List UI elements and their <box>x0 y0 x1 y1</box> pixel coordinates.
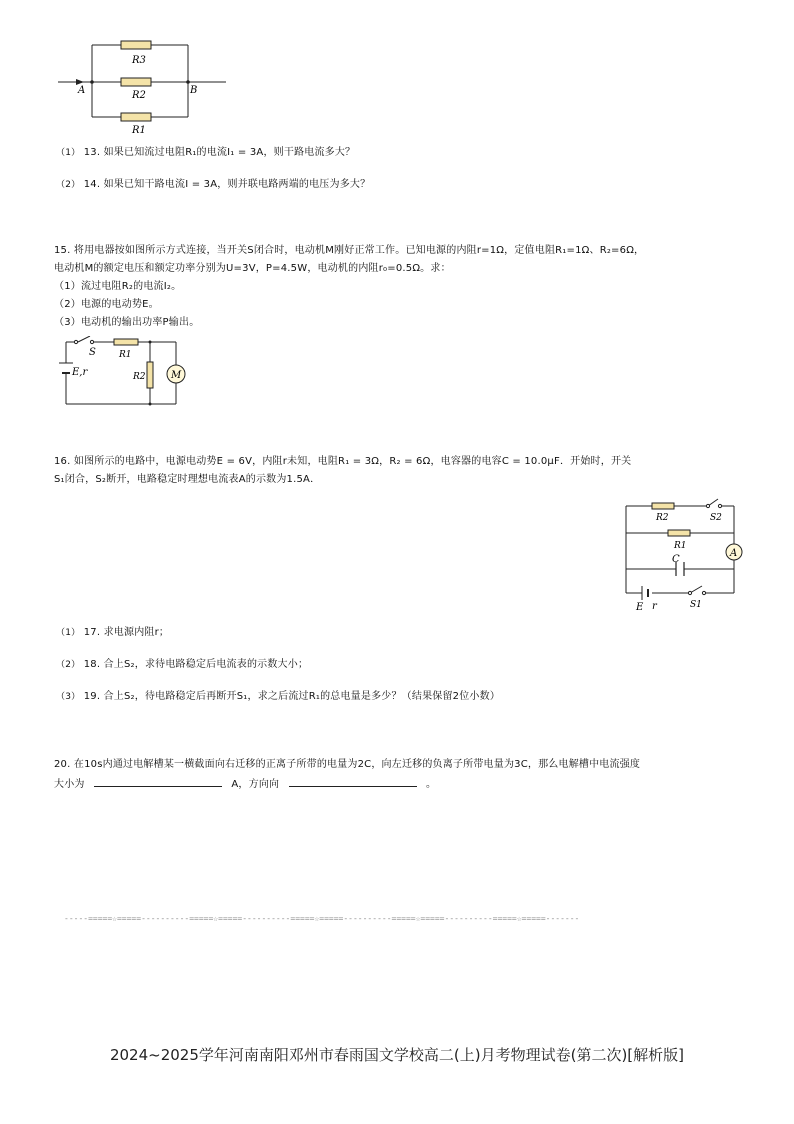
text-segment: A，方向向 <box>231 779 280 790</box>
question-20-line-1: 20. 在10s内通过电解槽某一横截面向右迁移的正离子所带的电量为2C，向左迁移的负离子所带电量为3C，那么电解槽中电流强度 <box>54 759 641 770</box>
label-r3: R3 <box>132 55 146 66</box>
question-text: 14. 如果已知干路电流I = 3A，则并联电路两端的电压为多大？ <box>83 179 371 190</box>
resistor-r2 <box>121 78 151 86</box>
resistor-r2 <box>652 503 674 509</box>
sub-number: （2） <box>56 180 81 190</box>
question-15-line-1: 15. 将用电器按如图所示方式连接，当开关S闭合时，电动机M刚好正常工作。已知电源的内阻r=1Ω，定值电阻R₁=1Ω、R₂=6Ω， <box>54 245 645 256</box>
label-r2: R2 <box>133 372 146 382</box>
question-15-line-2: 电动机M的额定电压和额定功率分别为U=3V，P=4.5W，电动机的内阻r₀=0.5Ω。求： <box>54 263 451 274</box>
question-20-line-2 <box>54 776 436 792</box>
sub-number: （3） <box>56 692 81 702</box>
question-17 <box>56 626 169 640</box>
resistor-r3 <box>121 41 151 49</box>
label-c: C <box>672 554 680 565</box>
question-15-part-3: （3）电动机的输出功率P输出。 <box>54 317 200 328</box>
label-r2: R2 <box>656 513 669 523</box>
label-er: E,r <box>72 367 88 378</box>
question-13 <box>56 146 355 160</box>
resistor-r1 <box>668 530 690 536</box>
motor-circuit-figure <box>56 336 186 408</box>
label-r1: R1 <box>119 350 132 360</box>
answer-blank-magnitude[interactable] <box>94 776 222 787</box>
label-a: A <box>78 85 86 96</box>
label-r: r <box>652 601 657 612</box>
question-18 <box>56 658 308 672</box>
parallel-circuit-figure <box>54 32 234 140</box>
question-19 <box>56 690 500 704</box>
question-text: 13. 如果已知流过电阻R₁的电流I₁ = 3A，则干路电流多大？ <box>83 147 356 158</box>
label-r1: R1 <box>674 541 687 551</box>
question-16-line-1: 16. 如图所示的电路中，电源电动势E = 6V，内阻r未知，电阻R₁ = 3Ω，R₂ = 6Ω，电容器的电容C = 10.0μF．开始时，开关 <box>54 456 632 467</box>
text-segment: 。 <box>426 779 437 790</box>
label-e: E <box>636 602 644 613</box>
page-footer-title: 2024~2025学年河南南阳邓州市春雨国文学校高二(上)月考物理试卷(第二次)[解析版] <box>109 1046 685 1064</box>
question-14 <box>56 178 370 192</box>
sub-number: （2） <box>56 660 81 670</box>
resistor-r1 <box>114 339 138 345</box>
resistor-r2 <box>147 362 153 388</box>
label-r2: R2 <box>132 90 146 101</box>
label-s1: S1 <box>690 600 702 610</box>
label-a: A <box>730 548 738 559</box>
question-16-line-2: S₁闭合，S₂断开，电路稳定时理想电流表A的示数为1.5A． <box>54 474 321 485</box>
question-15-part-2: （2）电源的电动势E。 <box>54 299 159 310</box>
text-segment: 大小为 <box>54 779 85 790</box>
label-b: B <box>190 85 198 96</box>
question-15-part-1: （1）流过电阻R₂的电流I₂。 <box>54 281 182 292</box>
label-s2: S2 <box>710 513 722 523</box>
label-m: M <box>171 370 182 381</box>
sub-number: （1） <box>56 148 81 158</box>
resistor-r1 <box>121 113 151 121</box>
page-separator: -----=====☆=====----------=====☆=====----------=====☆=====----------=====☆=====----------=====☆=====------- <box>64 914 580 923</box>
label-r1: R1 <box>132 125 146 136</box>
question-text: 19. 合上S₂，待电路稳定后再断开S₁，求之后流过R₁的总电量是多少？（结果保留2位小数） <box>83 691 501 702</box>
question-text: 18. 合上S₂，求待电路稳定后电流表的示数大小； <box>83 659 309 670</box>
sub-number: （1） <box>56 628 81 638</box>
answer-blank-direction[interactable] <box>289 776 417 787</box>
capacitor-circuit-figure <box>618 496 744 616</box>
question-text: 17. 求电源内阻r； <box>83 627 170 638</box>
label-s: S <box>89 347 96 358</box>
